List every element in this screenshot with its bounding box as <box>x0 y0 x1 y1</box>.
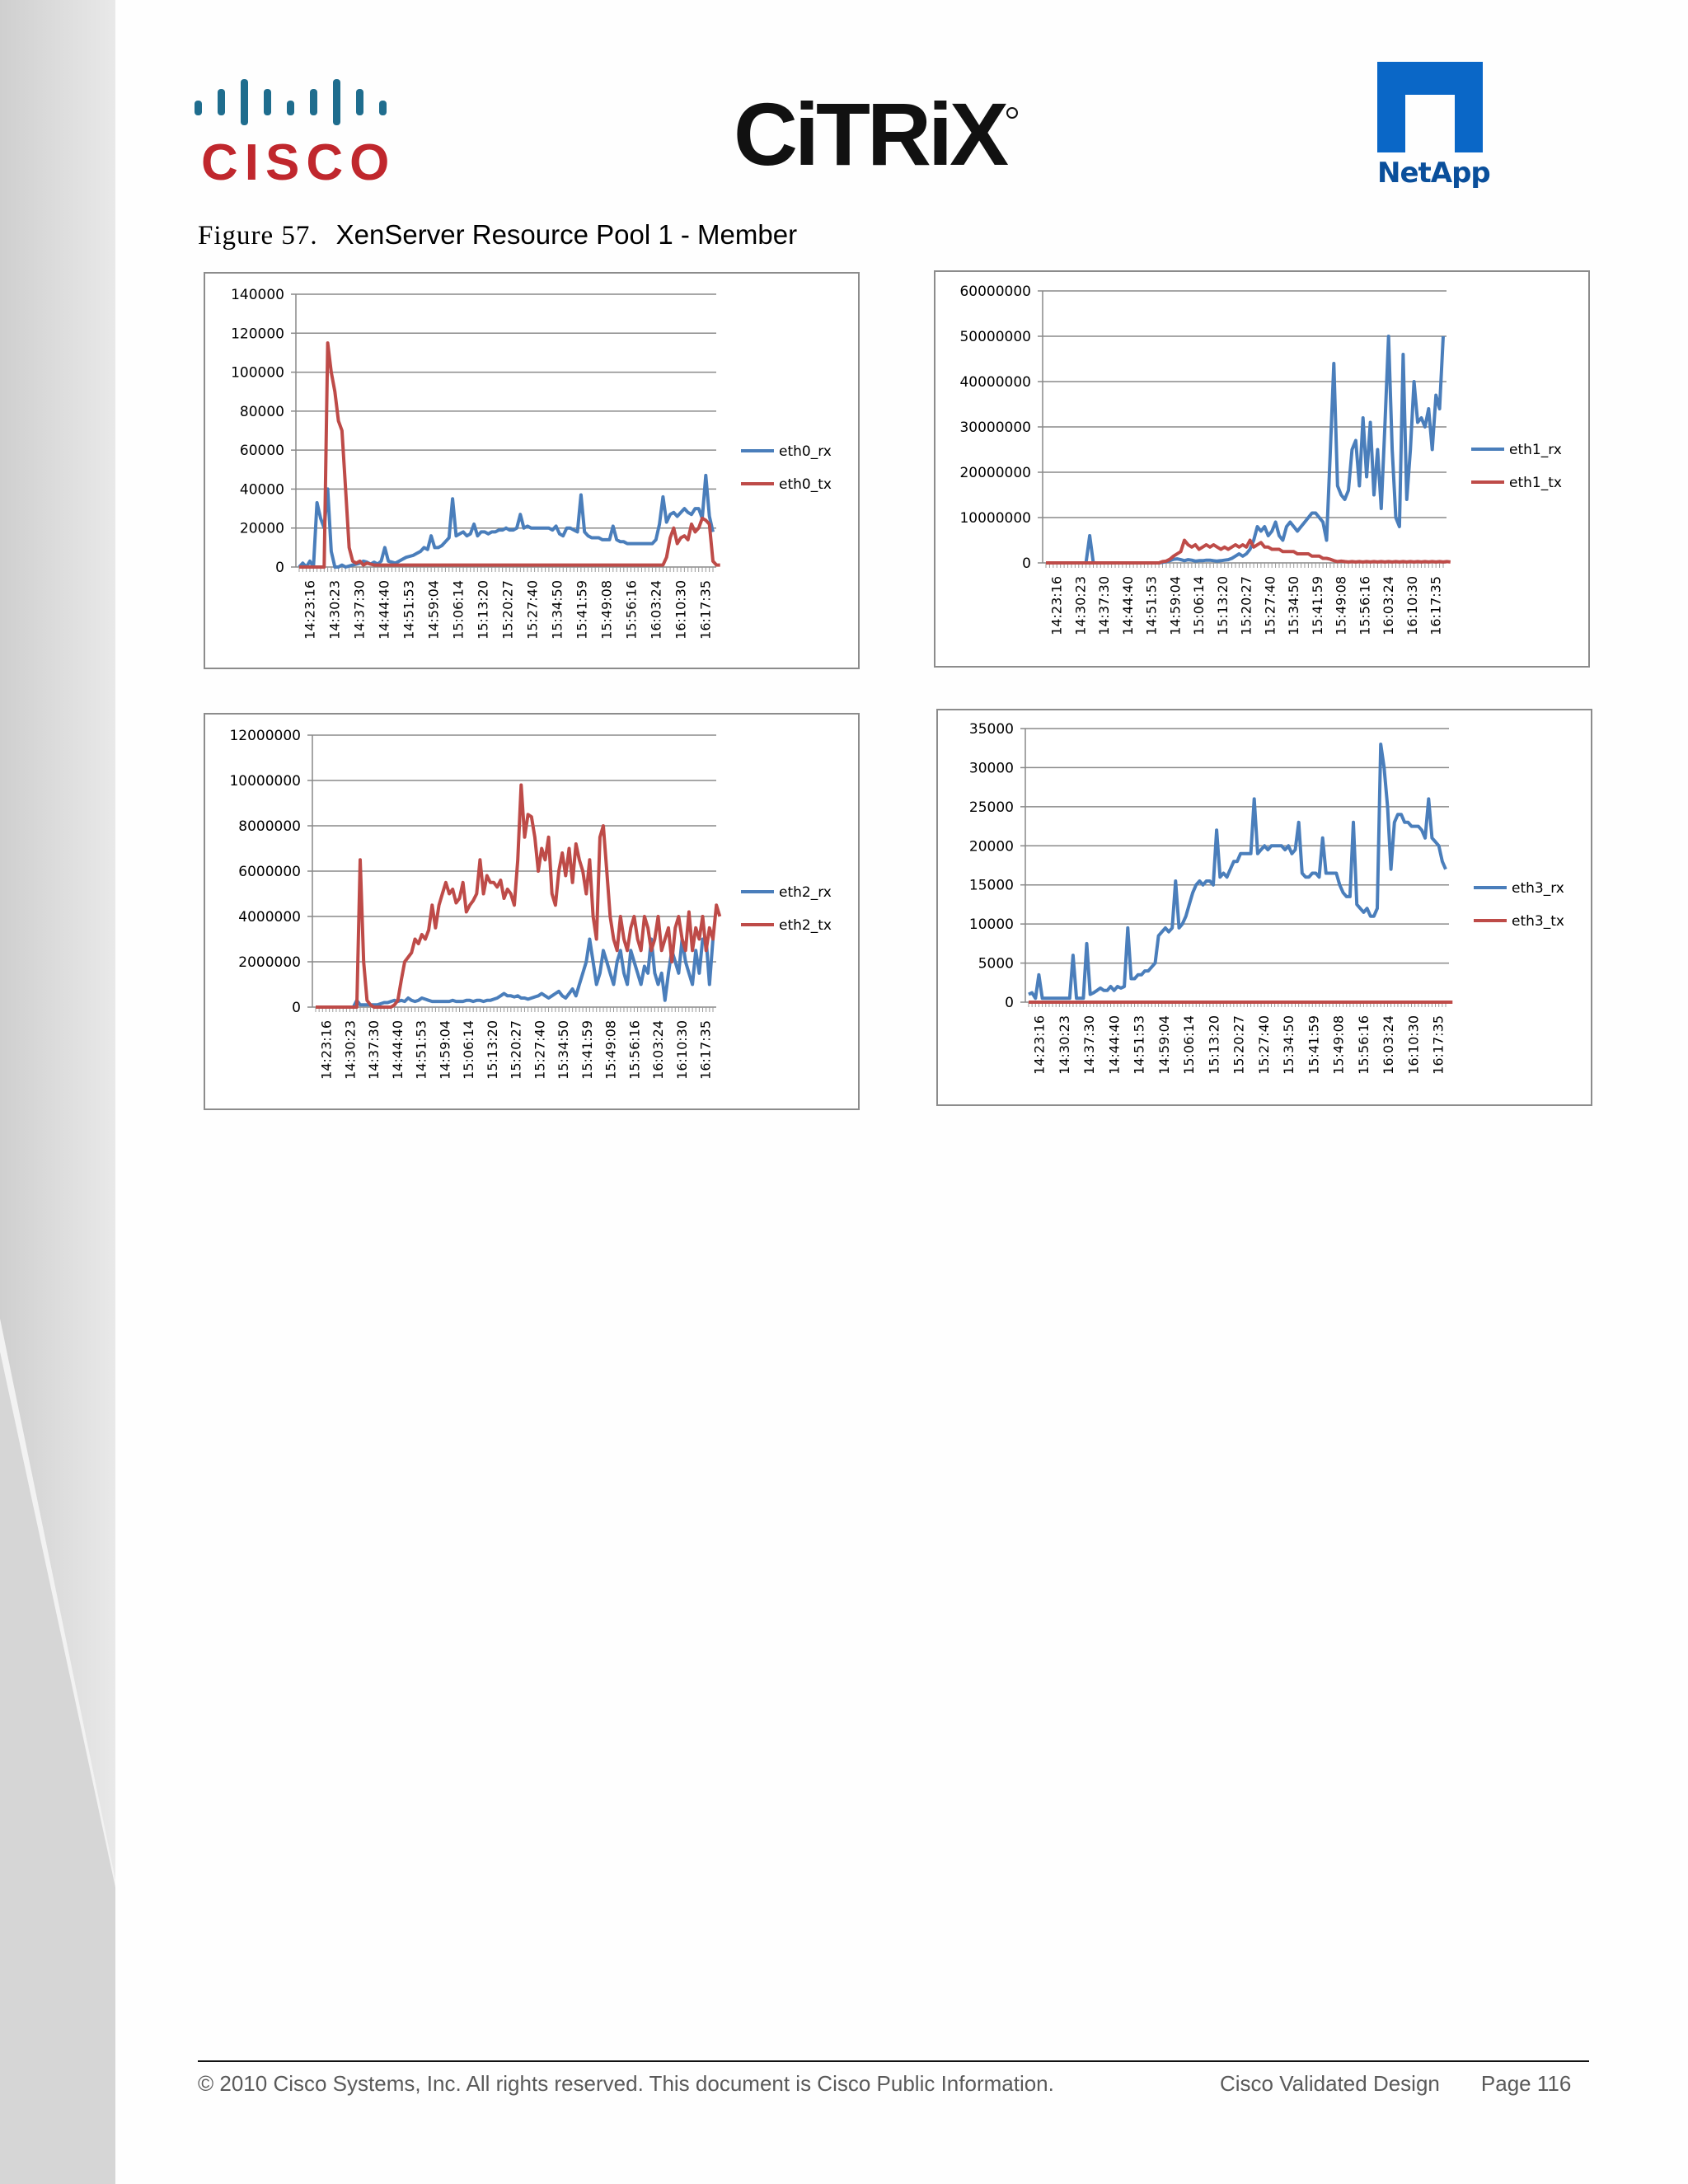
y-tick-label: 0 <box>1022 555 1031 572</box>
y-tick-label: 0 <box>1005 995 1014 1011</box>
y-tick-label: 10000000 <box>959 510 1031 527</box>
x-tick-label: 15:20:27 <box>508 1020 524 1080</box>
footer-right <box>1220 2071 1571 2097</box>
x-tick-label: 15:06:14 <box>450 580 467 640</box>
x-tick-label: 15:41:59 <box>1309 576 1325 635</box>
x-tick-label: 15:56:16 <box>1355 1015 1372 1075</box>
chart-svg <box>938 710 1591 1104</box>
figure-caption <box>198 219 797 251</box>
y-tick-label: 2000000 <box>238 954 301 971</box>
x-tick-label: 16:10:30 <box>1405 1015 1422 1075</box>
x-tick-label: 14:59:04 <box>1156 1015 1172 1075</box>
x-tick-label: 14:37:30 <box>366 1020 382 1080</box>
legend-label: eth0_rx <box>779 443 832 460</box>
y-tick-label: 25000 <box>968 799 1014 816</box>
figure-title: XenServer Resource Pool 1 - Member <box>335 219 798 250</box>
footer-copyright: © 2010 Cisco Systems, Inc. All rights reserved. This document is Cisco Public Information. <box>198 2071 1054 2096</box>
x-tick-label: 16:03:24 <box>1381 576 1396 635</box>
x-tick-label: 15:49:08 <box>1330 1015 1347 1075</box>
figure-label: Figure 57. <box>198 221 318 251</box>
y-tick-label: 30000 <box>968 760 1014 777</box>
x-tick-label: 15:06:14 <box>1181 1015 1197 1075</box>
y-tick-label: 80000 <box>239 403 284 420</box>
y-tick-label: 10000000 <box>229 773 301 790</box>
x-tick-label: 16:10:30 <box>1404 576 1420 635</box>
x-tick-label: 15:27:40 <box>532 1020 548 1080</box>
x-tick-label: 14:51:53 <box>1143 576 1160 635</box>
cisco-logo <box>190 73 404 188</box>
x-tick-label: 14:37:30 <box>1096 576 1112 635</box>
x-tick-label: 15:27:40 <box>524 580 541 640</box>
x-tick-label: 14:51:53 <box>401 580 417 640</box>
netapp-logo-text: NetApp <box>1377 157 1490 190</box>
x-tick-label: 14:23:16 <box>318 1020 335 1080</box>
x-tick-label: 15:06:14 <box>1191 576 1207 635</box>
x-tick-label: 15:27:40 <box>1255 1015 1272 1075</box>
x-tick-label: 15:27:40 <box>1262 576 1278 635</box>
x-tick-label: 14:44:40 <box>1119 576 1136 635</box>
x-tick-label: 15:13:20 <box>475 580 491 640</box>
x-tick-label: 16:03:24 <box>650 1020 666 1080</box>
x-tick-label: 14:30:23 <box>1056 1015 1072 1075</box>
svg-text:CISCO: CISCO <box>201 134 396 188</box>
x-tick-label: 16:03:24 <box>648 580 664 640</box>
legend-label: eth2_rx <box>779 884 832 901</box>
legend-label: eth0_tx <box>779 476 832 493</box>
x-tick-label: 15:41:59 <box>1306 1015 1322 1075</box>
legend-label: eth2_tx <box>779 917 832 934</box>
x-tick-label: 15:49:08 <box>1333 576 1349 635</box>
x-tick-label: 15:56:16 <box>623 580 640 640</box>
x-tick-label: 15:34:50 <box>1286 576 1301 635</box>
x-tick-label: 14:30:23 <box>326 580 343 640</box>
x-tick-label: 15:20:27 <box>1238 576 1254 635</box>
y-tick-label: 12000000 <box>229 728 301 744</box>
footer-divider <box>198 2060 1589 2062</box>
legend-label: eth3_tx <box>1512 913 1564 930</box>
chart-svg <box>205 715 858 1108</box>
x-tick-label: 15:56:16 <box>626 1020 643 1080</box>
y-tick-label: 50000000 <box>959 329 1031 345</box>
y-tick-label: 20000 <box>968 838 1014 855</box>
x-tick-label: 14:51:53 <box>1131 1015 1147 1075</box>
chart-svg <box>205 274 858 668</box>
x-tick-label: 15:13:20 <box>1206 1015 1222 1075</box>
x-tick-label: 16:17:35 <box>697 1020 714 1080</box>
chart-svg <box>935 272 1588 666</box>
x-tick-label: 14:59:04 <box>1167 576 1184 635</box>
x-tick-label: 14:23:16 <box>1048 576 1065 635</box>
series-line-eth2-tx <box>316 785 720 1008</box>
y-tick-label: 4000000 <box>238 909 301 926</box>
x-tick-label: 14:44:40 <box>389 1020 406 1080</box>
x-tick-label: 16:17:35 <box>1428 576 1444 635</box>
x-tick-label: 16:17:35 <box>697 580 714 640</box>
x-tick-label: 14:44:40 <box>1106 1015 1123 1075</box>
x-tick-label: 14:23:16 <box>1031 1015 1048 1075</box>
y-tick-label: 15000 <box>968 877 1014 894</box>
x-tick-label: 15:20:27 <box>499 580 516 640</box>
y-tick-label: 20000000 <box>959 465 1031 481</box>
legend-label: eth1_tx <box>1509 475 1562 491</box>
y-tick-label: 30000000 <box>959 419 1031 436</box>
y-tick-label: 0 <box>275 560 284 576</box>
series-line-eth3-rx <box>1029 744 1446 998</box>
x-tick-label: 15:34:50 <box>556 1020 571 1080</box>
x-tick-label: 16:10:30 <box>673 580 689 640</box>
x-tick-label: 16:17:35 <box>1430 1015 1447 1075</box>
x-tick-label: 15:56:16 <box>1357 576 1373 635</box>
x-tick-label: 15:34:50 <box>549 580 565 640</box>
footer-design-label: Cisco Validated Design <box>1220 2071 1440 2096</box>
x-tick-label: 14:30:23 <box>342 1020 359 1080</box>
x-tick-label: 14:37:30 <box>1081 1015 1097 1075</box>
x-tick-label: 15:49:08 <box>598 580 615 640</box>
svg-text:CiTRiX: CiTRiX <box>734 84 1006 184</box>
citrix-logo <box>734 78 1022 194</box>
y-tick-label: 60000 <box>239 443 284 460</box>
y-tick-label: 5000 <box>978 955 1014 972</box>
y-tick-label: 100000 <box>231 364 284 382</box>
x-tick-label: 15:06:14 <box>461 1020 476 1080</box>
x-tick-label: 15:34:50 <box>1281 1015 1296 1075</box>
x-tick-label: 14:37:30 <box>351 580 368 640</box>
x-tick-label: 16:03:24 <box>1381 1015 1396 1075</box>
x-tick-label: 14:23:16 <box>302 580 318 640</box>
y-tick-label: 140000 <box>231 287 284 303</box>
series-line-eth1-rx <box>1046 336 1443 563</box>
y-tick-label: 40000 <box>239 481 284 499</box>
x-tick-label: 14:30:23 <box>1072 576 1089 635</box>
footer-page-number: Page 116 <box>1480 2071 1572 2096</box>
x-tick-label: 14:44:40 <box>376 580 392 640</box>
x-tick-label: 15:41:59 <box>574 580 590 640</box>
x-tick-label: 15:20:27 <box>1231 1015 1247 1075</box>
y-tick-label: 10000 <box>968 916 1014 934</box>
left-margin-decoration <box>0 0 115 2184</box>
x-tick-label: 14:59:04 <box>425 580 442 640</box>
y-tick-label: 6000000 <box>238 864 301 880</box>
y-tick-label: 60000000 <box>959 284 1031 300</box>
x-tick-label: 15:13:20 <box>484 1020 500 1080</box>
y-tick-label: 120000 <box>231 326 284 343</box>
chart-eth1 <box>934 270 1590 668</box>
chart-eth0 <box>204 272 860 669</box>
x-tick-label: 15:41:59 <box>579 1020 595 1080</box>
x-tick-label: 14:51:53 <box>413 1020 429 1080</box>
chart-eth3 <box>936 709 1592 1106</box>
y-tick-label: 0 <box>292 1000 301 1016</box>
legend-label: eth3_rx <box>1512 880 1564 897</box>
chart-eth2 <box>204 713 860 1110</box>
y-tick-label: 20000 <box>239 520 284 537</box>
x-tick-label: 15:13:20 <box>1214 576 1231 635</box>
y-tick-label: 35000 <box>968 721 1014 738</box>
x-tick-label: 15:49:08 <box>603 1020 619 1080</box>
x-tick-label: 16:10:30 <box>673 1020 690 1080</box>
y-tick-label: 8000000 <box>238 818 301 835</box>
legend-label: eth1_rx <box>1509 442 1562 458</box>
x-tick-label: 14:59:04 <box>437 1020 453 1080</box>
y-tick-label: 40000000 <box>959 374 1031 391</box>
